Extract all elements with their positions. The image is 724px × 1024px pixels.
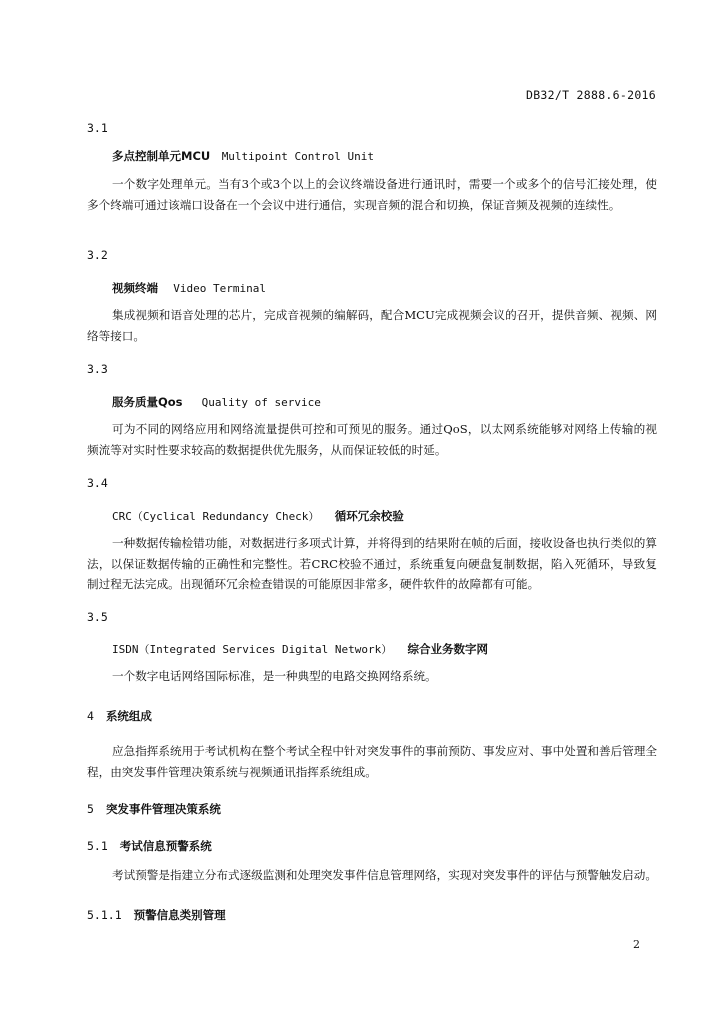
term-3-1-zh: 多点控制单元MCU	[112, 149, 211, 163]
section-5-heading	[87, 801, 221, 817]
document-id-header: DB32/T 2888.6-2016	[525, 88, 656, 102]
definition-3-3: 可为不同的网络应用和网络流量提供可控和可预见的服务。通过QoS，以太网系统能够对网络上传输的视频流等对实时性要求较高的数据提供优先服务，从而保证较低的时延。	[87, 422, 657, 457]
section-4-body: 应急指挥系统用于考试机构在整个考试全程中针对突发事件的事前预防、事发应对、事中处置和善后管理全程，由突发事件管理决策系统与视频通讯指挥系统组成。	[87, 744, 657, 779]
clause-number-3-2: 3.2	[87, 248, 108, 262]
term-3-2-zh: 视频终端	[112, 281, 158, 295]
term-3-3-en: Quality of service	[201, 396, 321, 409]
section-4-heading	[87, 708, 152, 724]
section-4-title: 系统组成	[105, 709, 152, 723]
section-5-1-1-number: 5.1.1	[87, 908, 122, 922]
section-5-1-1-title: 预警信息类别管理	[133, 908, 226, 922]
clause-number-3-1: 3.1	[87, 121, 108, 135]
section-5-1-heading	[87, 838, 212, 854]
term-3-3	[112, 394, 321, 410]
clause-number-3-3: 3.3	[87, 362, 108, 376]
definition-3-5: 一个数字电话网络国际标准，是一种典型的电路交换网络系统。	[112, 669, 437, 683]
section-5-1-1-heading	[87, 907, 226, 923]
term-3-4	[112, 508, 404, 524]
clause-number-3-5: 3.5	[87, 610, 108, 624]
term-3-5	[112, 641, 488, 657]
term-3-3-zh: 服务质量Qos	[112, 395, 183, 409]
term-3-4-zh: 循环冗余校验	[334, 509, 404, 523]
term-3-2-en: Video Terminal	[173, 282, 266, 295]
definition-3-1: 一个数字处理单元。当有3个或3个以上的会议终端设备进行通讯时，需要一个或多个的信号汇接处理，使多个终端可通过该端口设备在一个会议中进行通信，实现音频的混合和切换，保证音频及视频的连续性。	[87, 177, 657, 212]
page-number: 2	[633, 938, 640, 951]
term-3-5-zh: 综合业务数字网	[407, 642, 489, 656]
term-3-1-en: Multipoint Control Unit	[221, 150, 375, 163]
section-4-number: 4	[87, 709, 94, 723]
clause-number-3-4: 3.4	[87, 476, 108, 490]
term-3-1	[112, 148, 374, 164]
section-5-1-body: 考试预警是指建立分布式逐级监测和处理突发事件信息管理网络，实现对突发事件的评估与预警触发启动。	[112, 868, 657, 882]
section-5-1-number: 5.1	[87, 839, 108, 853]
definition-3-2: 集成视频和语音处理的芯片，完成音视频的编解码，配合MCU完成视频会议的召开，提供音频、视频、网络等接口。	[87, 308, 657, 343]
term-3-5-en: ISDN（Integrated Services Digital Network）	[112, 643, 393, 656]
term-3-4-en: CRC（Cyclical Redundancy Check）	[112, 510, 320, 523]
section-5-title: 突发事件管理决策系统	[105, 802, 221, 816]
section-5-number: 5	[87, 802, 94, 816]
term-3-2	[112, 280, 266, 296]
section-5-1-title: 考试信息预警系统	[119, 839, 212, 853]
definition-3-4: 一种数据传输检错功能，对数据进行多项式计算，并将得到的结果附在帧的后面，接收设备也执行类似的算法，以保证数据传输的正确性和完整性。若CRC校验不通过，系统重复向硬盘复制数据，陷入死循环，导致复制过程无法完成。出现循环冗余检查错误的可能原因非常多，硬件软件的故障都有可能。	[87, 536, 657, 591]
